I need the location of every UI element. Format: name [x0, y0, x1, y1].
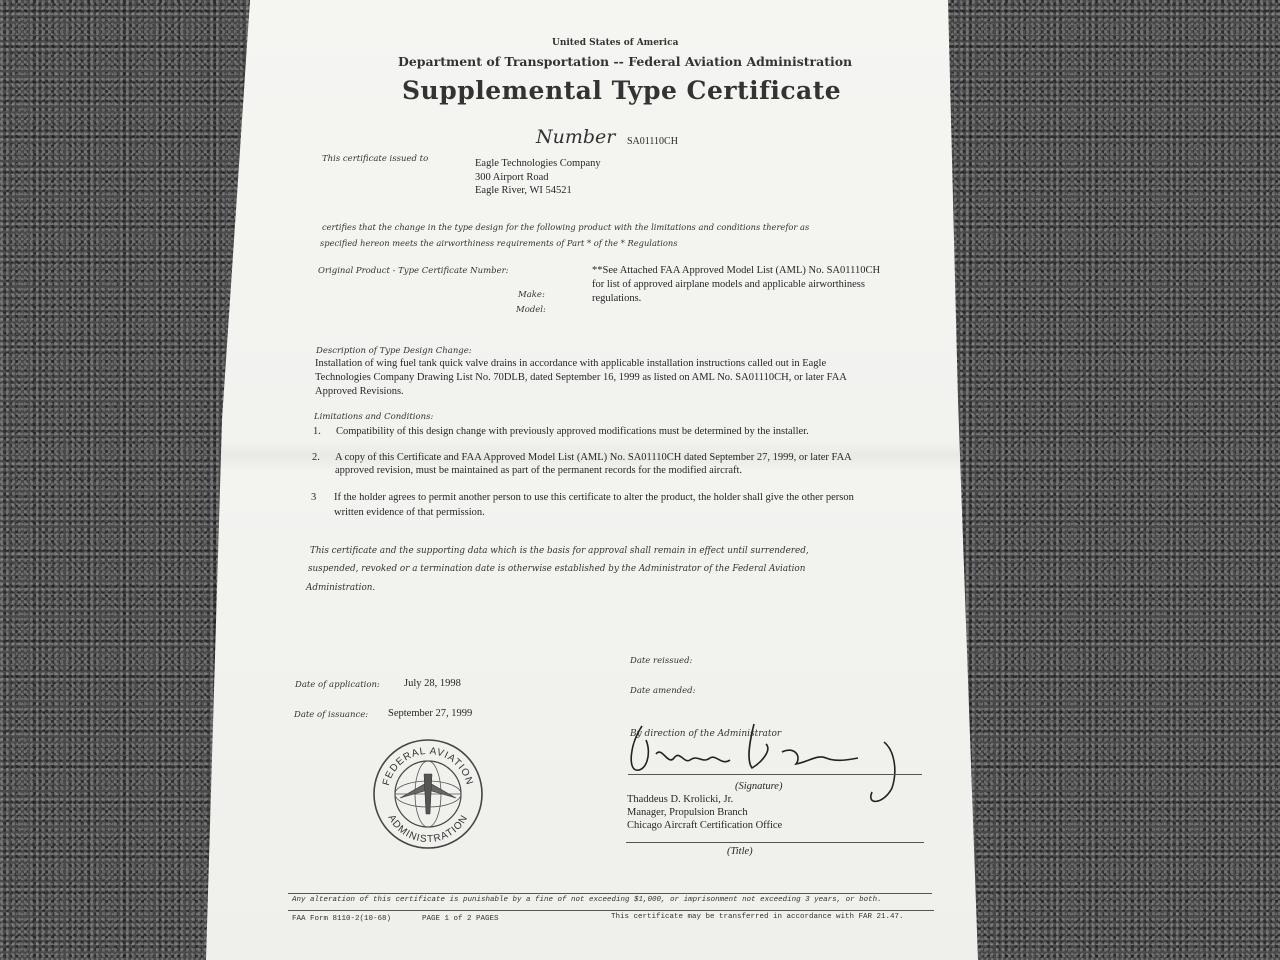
description-line3: Approved Revisions.	[315, 386, 404, 397]
faa-seal	[372, 738, 484, 850]
validity-line1: This certificate and the supporting data which is the basis for approval shall remain in effect until surrendered,	[310, 546, 809, 556]
validity-line2: suspended, revoked or a termination date is otherwise established by the Administrator of the Federal Aviation	[308, 564, 806, 574]
certifies-line2: specified hereon meets the airworthiness requirements of Part * of the * Regulations	[320, 238, 678, 248]
signature-line	[628, 774, 922, 775]
product-line2: for list of approved airplane models and applicable airworthiness	[592, 279, 865, 290]
date-application-value: July 28, 1998	[404, 678, 461, 689]
limitation-text: approved revision, must be maintained as part of the permanent records for the modified aircraft.	[335, 465, 743, 476]
footer-rule-top	[288, 893, 932, 894]
description-line1: Installation of wing fuel tank quick valve drains in accordance with applicable installation instructions called out in Eagle	[315, 358, 827, 369]
limitation-text: written evidence of that permission.	[334, 507, 485, 518]
form-number: FAA Form 8110-2(10-68)	[292, 915, 392, 923]
original-product-label: Original Product - Type Certificate Number:	[318, 266, 509, 276]
svg-text:ADMINISTRATION	[386, 813, 471, 845]
limitation-number: 3	[311, 492, 317, 503]
signature-caption: (Signature)	[735, 781, 783, 792]
limitation-text: A copy of this Certificate and FAA Approved Model List (AML) No. SA01110CH dated September 27, 1999, or later FAA	[335, 452, 852, 463]
title-line	[626, 842, 924, 843]
certifies-line1: certifies that the change in the type design for the following product with the limitations and conditions therefor as	[322, 222, 810, 232]
model-label: Model:	[516, 305, 546, 315]
holder-address-line2: Eagle River, WI 54521	[475, 185, 572, 196]
description-line2: Technologies Company Drawing List No. 70DLB, dated September 16, 1999 as listed on AML No. SA01110CH, or later FAA	[315, 372, 847, 383]
holder-name: Eagle Technologies Company	[475, 158, 601, 169]
by-direction-label: By direction of the Administrator	[630, 729, 782, 739]
title-caption: (Title)	[727, 846, 753, 857]
number-label: Number	[536, 126, 616, 148]
department-heading: Department of Transportation -- Federal Aviation Administration	[398, 54, 853, 69]
date-reissued-label: Date reissued:	[630, 656, 693, 666]
validity-line3: Administration.	[306, 583, 376, 593]
date-issuance-label: Date of issuance:	[294, 710, 369, 720]
signer-title-line1: Manager, Propulsion Branch	[627, 807, 748, 818]
holder-address-line1: 300 Airport Road	[475, 172, 549, 183]
certificate-title: Supplemental Type Certificate	[402, 76, 842, 105]
product-line3: regulations.	[592, 293, 642, 304]
signer-name: Thaddeus D. Krolicki, Jr.	[627, 794, 734, 805]
seal-bottom-text: ADMINISTRATION	[385, 812, 471, 846]
transfer-notice: This certificate may be transferred in accordance with FAR 21.47.	[611, 913, 904, 921]
limitations-label: Limitations and Conditions:	[314, 412, 434, 422]
date-amended-label: Date amended:	[630, 686, 696, 696]
product-line1: **See Attached FAA Approved Model List (AML) No. SA01110CH	[592, 265, 881, 276]
seal-top-text: FEDERAL AVIATION	[380, 745, 476, 787]
signer-title-line2: Chicago Aircraft Certification Office	[627, 820, 783, 831]
limitation-number: 1.	[313, 426, 321, 437]
limitation-text: If the holder agrees to permit another person to use this certificate to alter the product, the holder shall give the other person	[334, 492, 854, 503]
certificate-number: SA01110CH	[627, 136, 678, 147]
make-label: Make:	[518, 290, 545, 300]
limitation-number: 2.	[312, 452, 320, 463]
date-issuance-value: September 27, 1999	[388, 708, 473, 719]
limitation-text: Compatibility of this design change with previously approved modifications must be determined by the installer.	[336, 426, 809, 437]
description-label: Description of Type Design Change:	[316, 346, 472, 356]
date-application-label: Date of application:	[295, 680, 380, 690]
issued-to-label: This certificate issued to	[322, 154, 429, 164]
country-heading: United States of America	[552, 38, 679, 48]
footer-rule-bottom	[288, 910, 934, 911]
alteration-warning: Any alteration of this certificate is punishable by a fine of not exceeding $1,000, or imprisonment not exceeding 3 years, or both.	[292, 896, 882, 904]
page-indicator: PAGE 1 of 2 PAGES	[422, 915, 499, 923]
